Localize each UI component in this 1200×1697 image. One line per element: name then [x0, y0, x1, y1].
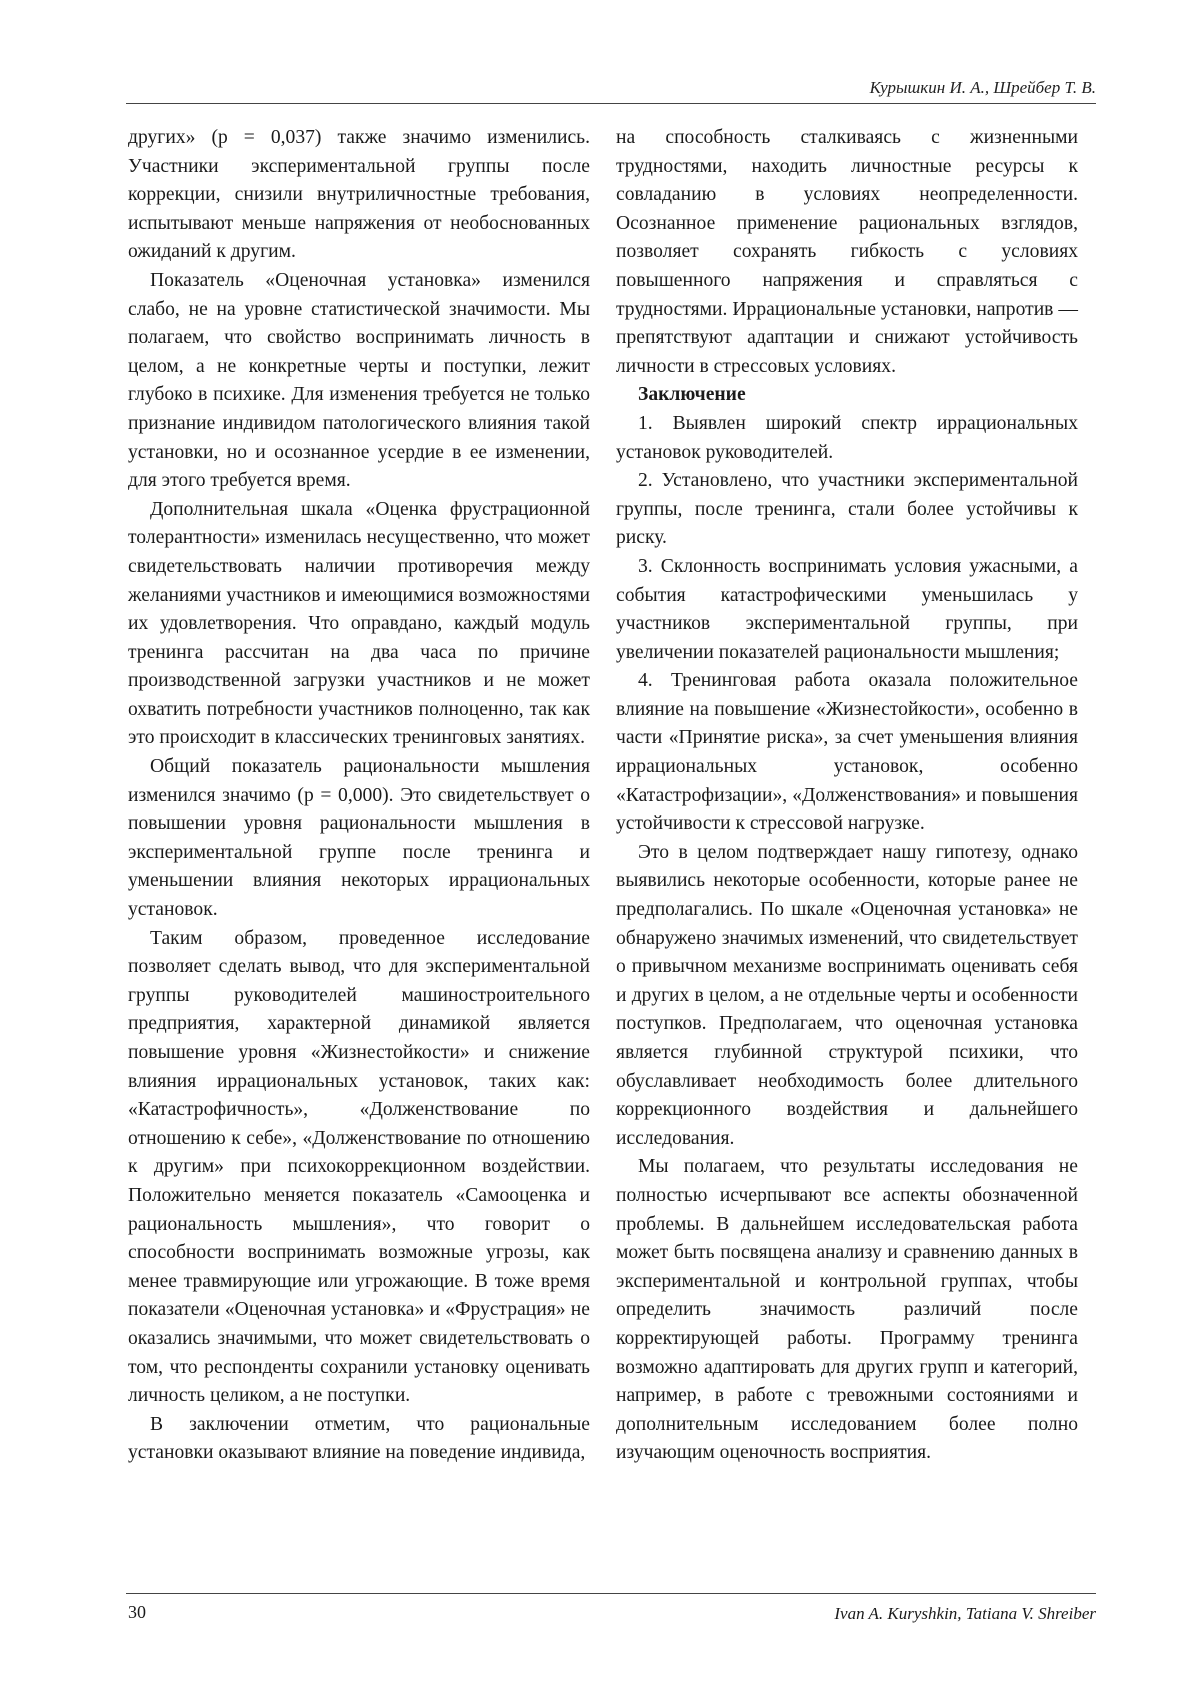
left-column: [128, 124, 590, 1468]
running-head-authors: Курышкин И. А., Шрейбер Т. В.: [869, 78, 1096, 97]
conclusion-item: 1. Выявлен широкий спектр иррациональных установок руководителей.: [616, 412, 1078, 463]
conclusion-item: 3. Склонность воспринимать условия ужасными, а события катастрофическими уменьшилась у участников экспериментальной группы, при увеличении показателей рациональности мышления;: [616, 555, 1078, 663]
right-column: [616, 124, 1078, 1468]
conclusion-item: 4. Тренинговая работа оказала положительное влияние на повышение «Жизнестойкости», особенно в части «Принятие риска», за счет уменьшения влияния иррациональных установок, особенно «Катастрофизации», «Долженствования» и повышения устойчивости к стрессовой нагрузке.: [616, 670, 1078, 835]
paragraph: Общий показатель рациональности мышления изменился значимо (p = 0,000). Это свидетельствует о повышении уровня рациональности мышления в экспериментальной группе после тренинга и уменьшении влияния некоторых иррациональных установок.: [128, 756, 590, 921]
header-rule: [126, 103, 1096, 104]
paragraph: Мы полагаем, что результаты исследования не полностью исчерпывают все аспекты обозначенной проблемы. В дальнейшем исследовательская работа может быть посвящена анализу и сравнению данных в экспериментальной и контрольной группах, чтобы определить значимость различий после корректирующей работы. Программу тренинга возможно адаптировать для других групп и категорий, например, в работе с тревожными состояниями и дополнительным исследованием более полно изучающим оценочность восприятия.: [616, 1156, 1078, 1464]
footer-authors: Ivan A. Kuryshkin, Tatiana V. Shreiber: [834, 1604, 1096, 1623]
paragraph: других» (p = 0,037) также значимо изменились. Участники экспериментальной группы после коррекции, снизили внутриличностные требования, испытывают меньше напряжения от необоснованных ожиданий к другим.: [128, 127, 590, 263]
footer-rule: [126, 1593, 1096, 1594]
paragraph: Таким образом, проведенное исследование позволяет сделать вывод, что для экспериментальной группы руководителей машиностроительного предприятия, характерной динамикой является повышение уровня «Жизнестойкости» и снижение влияния иррациональных установок, таких как: «Катастрофичность», «Долженствование по отношению к себе», «Долженствование по отношению к другим» при психокоррекционном воздействии. Положительно меняется показатель «Самооценка и рациональность мышления», что говорит о способности воспринимать возможные угрозы, как менее травмирующие или угрожающие. В тоже время показатели «Оценочная установка» и «Фрустрация» не оказались значимыми, что может свидетельствовать о том, что респонденты сохранили установку оценивать личность целиком, а не поступки.: [128, 927, 590, 1407]
conclusion-heading: Заключение: [638, 384, 746, 406]
paragraph: на способность сталкиваясь с жизненными трудностями, находить личностные ресурсы к совладанию в условиях неопределенности. Осознанное применение рациональных взглядов, позволяет сохранять гибкость с условиях повышенного напряжения и справляться с трудностями. Иррациональные установки, напротив — препятствуют адаптации и снижают устойчивость личности в стрессовых условиях.: [616, 127, 1078, 377]
paragraph: Это в целом подтверждает нашу гипотезу, однако выявились некоторые особенности, которые ранее не предполагались. По шкале «Оценочная установка» не обнаружено значимых изменений, что свидетельствует о привычном механизме воспринимать оценивать себя и других в целом, а не отдельные черты и особенности поступков. Предполагаем, что оценочная установка является глубинной структурой психики, что обуславливает необходимость более длительного коррекционного воздействия и дальнейшего исследования.: [616, 841, 1078, 1149]
paragraph: Показатель «Оценочная установка» изменился слабо, не на уровне статистической значимости. Мы полагаем, что свойство воспринимать личность в целом, а не конкретные черты и поступки, лежит глубоко в психике. Для изменения требуется не только признание индивидом патологического влияния такой установки, но и осознанное усердие в ее изменении, для этого требуется время.: [128, 269, 590, 492]
paragraph: Дополнительная шкала «Оценка фрустрационной толерантности» изменилась несущественно, что может свидетельствовать наличии противоречия между желаниями участников и имеющимися возможностями их удовлетворения. Что оправдано, каждый модуль тренинга рассчитан на два часа по причине производственной загрузки участников и не может охватить потребности участников полноценно, так как это происходит в классических тренинговых занятиях.: [128, 498, 590, 749]
paragraph: В заключении отметим, что рациональные установки оказывают влияние на поведение индивида,: [128, 1413, 590, 1464]
conclusion-item: 2. Установлено, что участники экспериментальной группы, после тренинга, стали более устойчивы к риску.: [616, 470, 1078, 549]
page-number: 30: [128, 1602, 146, 1622]
